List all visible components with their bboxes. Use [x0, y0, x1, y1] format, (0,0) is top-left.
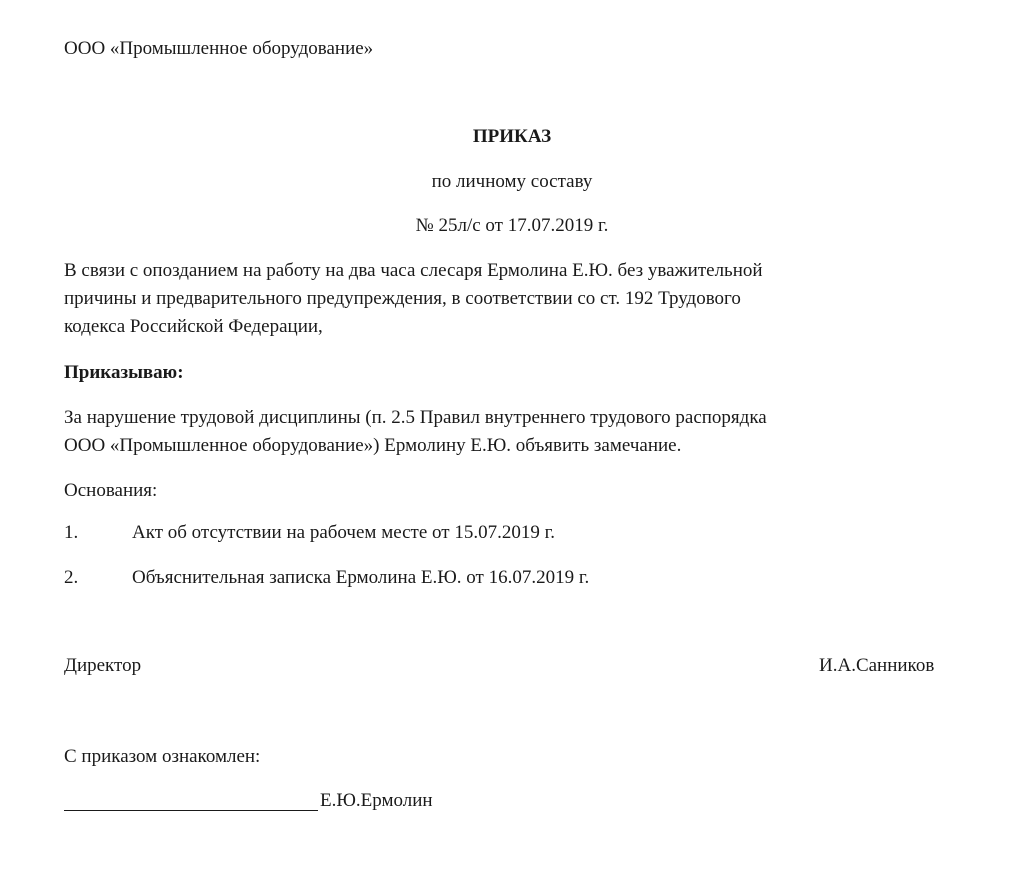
intro-paragraph	[64, 257, 954, 341]
director-name: И.А.Санников	[819, 655, 935, 676]
basis-item-number: 2.	[64, 567, 79, 588]
basis-heading: Основания:	[64, 480, 158, 501]
basis-item-number: 1.	[64, 522, 79, 543]
decision-paragraph	[64, 404, 954, 460]
director-label: Директор	[64, 655, 142, 676]
acknowledgement-label: С приказом ознакомлен:	[64, 746, 261, 767]
intro-line: причины и предварительного предупреждения, в соответствии со ст. 192 Трудового	[64, 288, 741, 309]
document-title: ПРИКАЗ	[472, 126, 552, 147]
decision-line: ООО «Промышленное оборудование») Ермолину Е.Ю. объявить замечание.	[64, 435, 682, 456]
intro-line: В связи с опозданием на работу на два часа слесаря Ермолина Е.Ю. без уважительной	[64, 260, 763, 281]
organization-name: ООО «Промышленное оборудование»	[64, 38, 374, 59]
basis-item-text: Акт об отсутствии на рабочем месте от 15.07.2019 г.	[132, 522, 555, 543]
document-subtitle: по личному составу	[431, 171, 593, 192]
decision-line: За нарушение трудовой дисциплины (п. 2.5 Правил внутреннего трудового распорядка	[64, 407, 767, 428]
order-heading: Приказываю:	[64, 362, 184, 383]
signature-line	[64, 810, 318, 811]
intro-line: кодекса Российской Федерации,	[64, 316, 323, 337]
basis-item-text: Объяснительная записка Ермолина Е.Ю. от 16.07.2019 г.	[132, 567, 590, 588]
order-number: № 25л/с от 17.07.2019 г.	[415, 215, 609, 236]
acknowledgement-name: Е.Ю.Ермолин	[320, 790, 433, 811]
